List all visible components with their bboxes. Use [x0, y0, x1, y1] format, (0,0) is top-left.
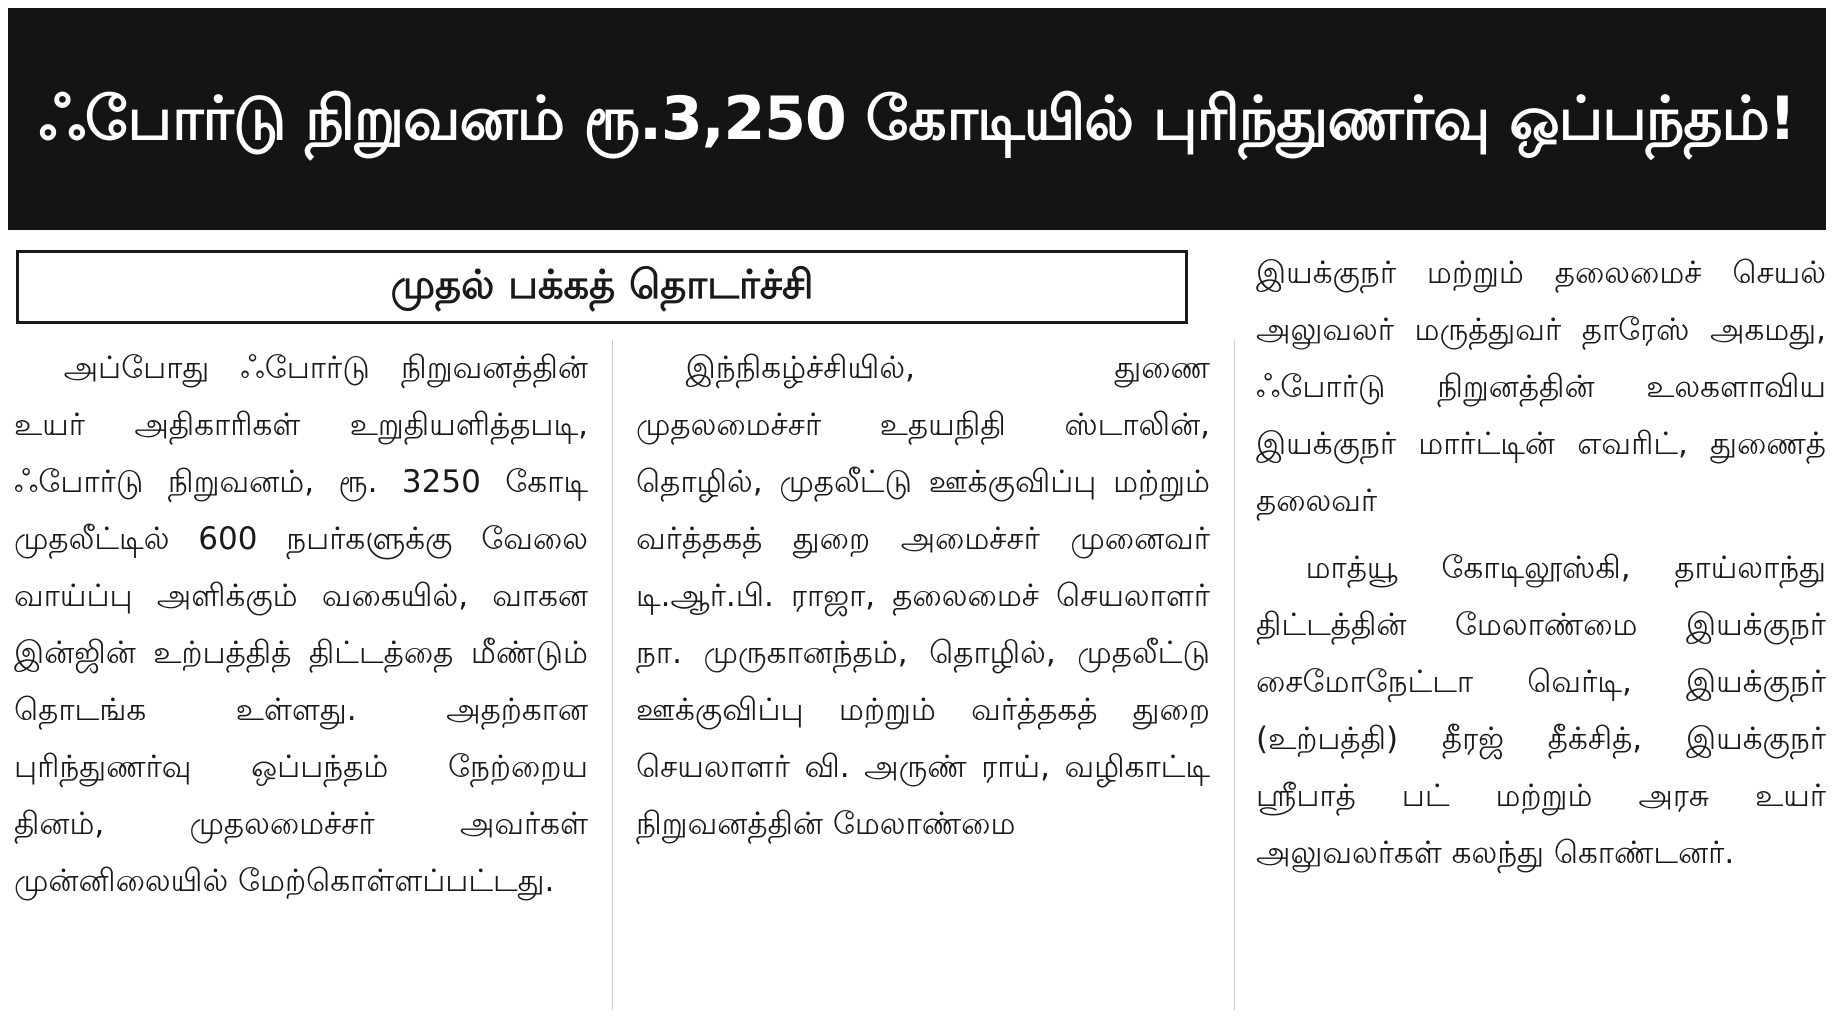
subhead-box: [16, 250, 1188, 324]
article-column-2: [636, 340, 1210, 853]
paragraph: மாத்யூ கோடிலூஸ்கி, தாய்லாந்து திட்டத்தின் மேலாண்மை இயக்குநர் சைமோநேட்டா வெர்டி, இயக்குநர் (உற்பத்தி) தீரஜ் தீக்சித், இயக்குநர் ஸ்ரீபாத் பட் மற்றும் அரசு உயர் அலுவலர்கள் கலந்து கொண்டனர்.: [1256, 550, 1826, 871]
paragraph: இந்நிகழ்ச்சியில், துணை முதலமைச்சர் உதயநிதி ஸ்டாலின், தொழில், முதலீட்டு ஊக்குவிப்பு மற்றும் வர்த்தகத் துறை அமைச்சர் முனைவர் டி.ஆர்.பி. ராஜா, தலைமைச் செயலாளர் நா. முருகானந்தம், தொழில், முதலீட்டு ஊக்குவிப்பு மற்றும் வர்த்தகத் துறை செயலாளர் வி. அருண் ராய், வழிகாட்டி நிறுவனத்தின் மேலாண்மை: [636, 350, 1210, 842]
paragraph: இயக்குநர் மற்றும் தலைமைச் செயல் அலுவலர் மருத்துவர் தாரேஸ் அகமது, ஃபோர்டு நிறுனத்தின் உலகளாவிய இயக்குநர் மார்ட்டின் எவரிட், துணைத் தலைவர்: [1256, 255, 1826, 519]
article-column-3: [1256, 245, 1826, 882]
subhead: முதல் பக்கத் தொடர்ச்சி: [390, 261, 814, 308]
column-divider: [612, 340, 613, 1010]
column-divider: [1234, 340, 1235, 1010]
article-column-1: [14, 340, 588, 910]
headline-banner: [8, 8, 1826, 230]
paragraph: அப்போது ஃபோர்டு நிறுவனத்தின் உயர் அதிகாரிகள் உறுதியளித்தபடி, ஃபோர்டு நிறுவனம், ரூ. 3250 கோடி முதலீட்டில் 600 நபர்களுக்கு வேலை வாய்ப்பு அளிக்கும் வகையில், வாகன இன்ஜின் உற்பத்தித் திட்டத்தை மீண்டும் தொடங்க உள்ளது. அதற்கான புரிந்துணர்வு ஒப்பந்தம் நேற்றைய தினம், முதலமைச்சர் அவர்கள் முன்னிலையில் மேற்கொள்ளப்பட்டது.: [14, 350, 588, 899]
headline: ஃபோர்டு நிறுவனம் ரூ.3,250 கோடியில் புரிந்துணர்வு ஒப்பந்தம்!: [38, 84, 1796, 154]
